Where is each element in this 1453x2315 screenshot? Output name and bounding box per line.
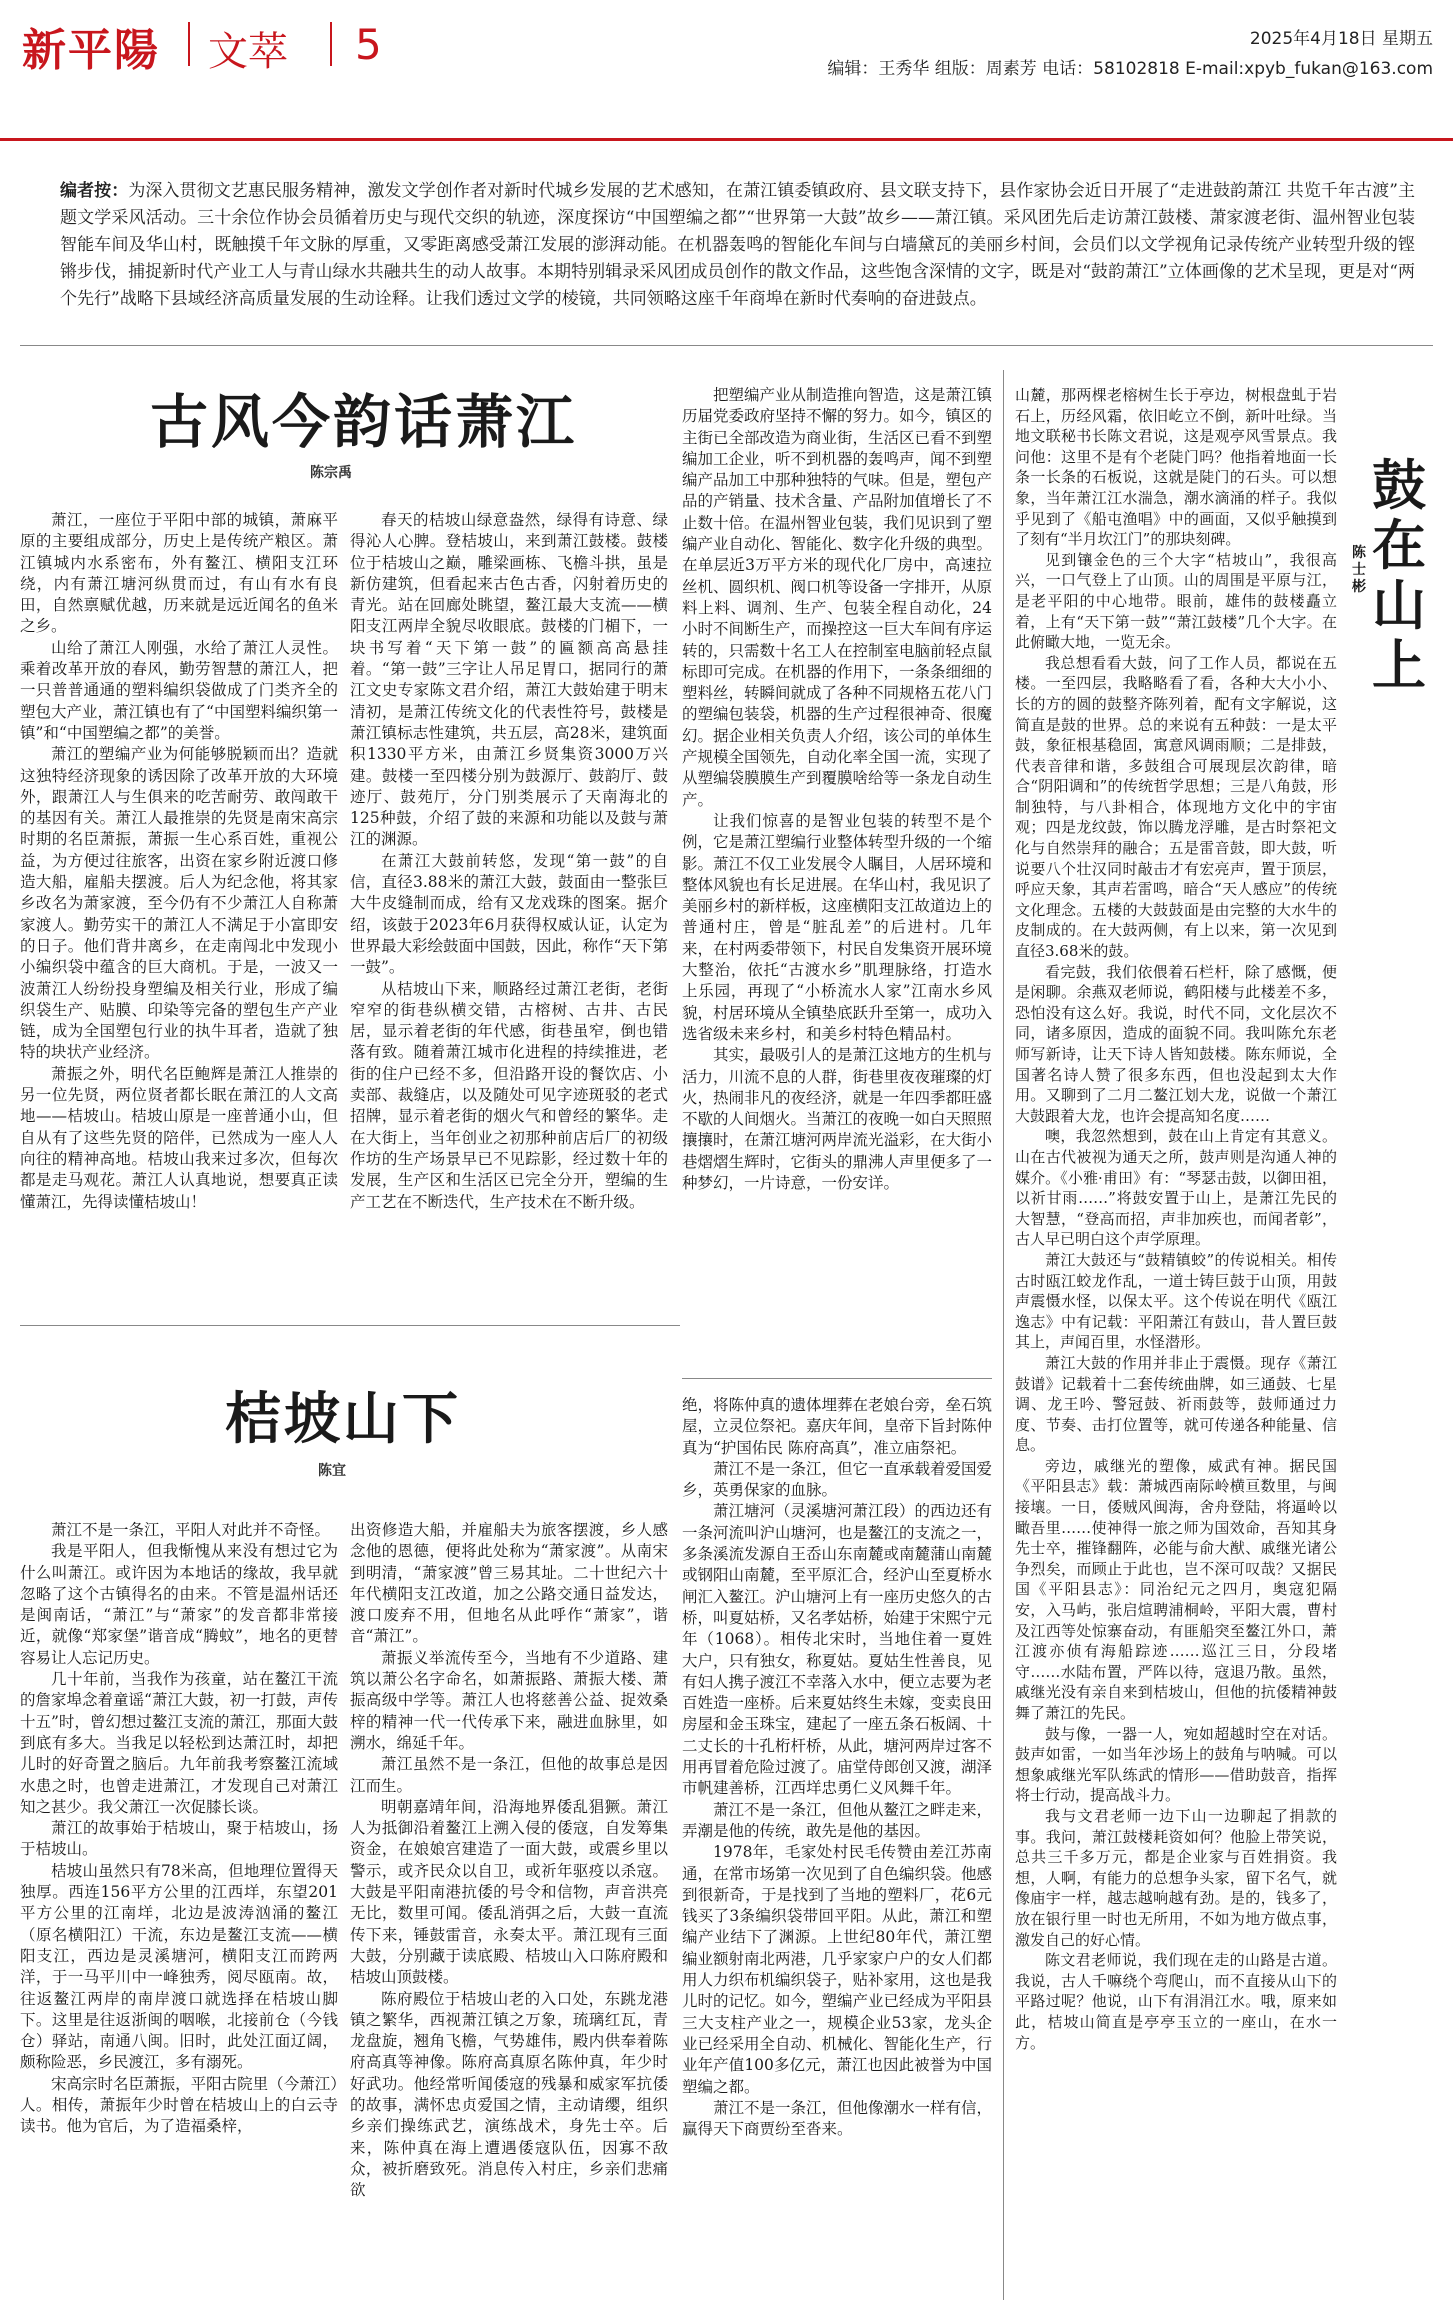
paragraph: 萧振义举流传至今，当地有不少道路、建筑以萧公名字命名，如萧振路、萧振大楼、萧振高级中学等。萧江人也将慈善公益、捉效桑梓的精神一代一代传承下来，融进血脉里，如溯水，绵延千年。 [350, 1648, 668, 1752]
masthead-rule [0, 138, 1453, 141]
paragraph: 萧江大鼓还与“鼓精镇蛟”的传说相关。相传古时瓯江蛟龙作乱，一道士铸巨鼓于山顶，用鼓声震慑水怪，以保太平。这个传说在明代《瓯江逸志》中有记载：平阳萧江有鼓山，昔人置巨鼓其上，声闻百里，水怪潜形。 [1015, 1250, 1337, 1352]
article-column [350, 510, 668, 1213]
paragraph: 看完鼓，我们依偎着石栏杆，除了感慨，便是闲聊。余燕双老师说，鹤阳楼与此楼差不多，恐怕没有这么好。我说，时代不同，文化层次不同，诸多原因，造成的面貌不同。我叫陈允东老师写新诗，让天下诗人皆知鼓楼。陈东师说，全国著名诗人赞了很多东西，但也没起到太大作用。又聊到了二月二鳌江划大龙，说做一个萧江大鼓跟着大龙，也许会提高知名度…… [1015, 962, 1337, 1125]
article-author: 陈士彬 [1352, 545, 1366, 595]
paragraph: 萧振之外，明代名臣鲍辉是萧江人推崇的另一位先贤，两位贤者都长眠在萧江的人文高地——桔坡山。桔坡山原是一座普通小山，但自从有了这些先贤的陪伴，已然成为一座人人向往的精神高地。桔坡山我来过多次，但每次都是走马观花。萧江人认真地说，想要真正读懂萧江，先得读懂桔坡山！ [20, 1064, 338, 1211]
page-number: 5 [355, 20, 382, 69]
paragraph: 1978年，毛家处村民毛传赞由差江苏南通，在常市场第一次见到了自色编织袋。他感到很新奇，于是找到了当地的塑料厂，花6元钱买了3条编织袋带回平阳。从此，萧江和塑编产业结下了渊源。上世纪80年代，萧江塑编业额射南北两港，几乎家家户户的女人们都用人力织布机编织袋子，贴补家用，这也是我儿时的记忆。如今，塑编产业已经成为平阳县三大支柱产业之一，规模企业53家，龙头企业已经采用全自动、机械化、智能化生产，行业年产值100多亿元，萧江也因此被誉为中国塑编之都。 [682, 1843, 993, 2096]
paragraph: 萧江的塑编产业为何能够脱颖而出？造就这独特经济现象的诱因除了改革开放的大环境外，跟萧江人与生俱来的吃苦耐劳、敢闯敢干的基因有关。萧江人最推崇的先贤是南宋高宗时期的名臣萧振，萧振一生心系百姓，重视公益，为方便过往旅客，出资在家乡附近渡口修造大船，雇船夫摆渡。后人为纪念他，将其家乡改名为萧家渡，至今仍有不少萧江人自称萧家渡人。勤劳实干的萧江人不满足于小富即安的日子。他们背井离乡，在走南闯北中发现小小编织袋中蕴含的巨大商机。于是，一波又一波萧江人纷纷投身塑编及相关行业，形成了编织袋生产、贴膜、印染等完备的塑包生产产业链，成为全国塑包行业的执牛耳者，造就了独特的块状产业经济。 [20, 745, 338, 1062]
paragraph: 萧江不是一条江，但他从鳌江之畔走来，弄潮是他的传统，敢先是他的基因。 [682, 1800, 993, 1840]
article-column [350, 1520, 668, 2202]
paragraph: 萧江的故事始于桔坡山，聚于桔坡山，扬于桔坡山。 [20, 1819, 338, 1859]
article-title: 桔坡山下 [225, 1386, 461, 1452]
paragraph: 几十年前，当我作为孩童，站在鳌江干流的詹家埠念着童谣“萧江大鼓，初一打鼓，声传十五”时，曾幻想过鳌江支流的萧江，那面大鼓到底有多大。当我足以轻松到达萧江时，却把儿时的好奇置之脑后。九年前我考察鳌江流域水患之时，也曾走进萧江，才发现自己对萧江知之甚少。我父萧江一次促膝长谈。 [20, 1670, 338, 1816]
article-column [682, 385, 992, 1194]
paragraph: 萧江不是一条江，但他像潮水一样有信，赢得天下商贾纷至沓来。 [682, 2098, 993, 2139]
paragraph: 萧江不是一条江，平阳人对此并不奇怪。 [51, 1521, 331, 1539]
article-column [682, 1395, 992, 2140]
paragraph: 桔坡山虽然只有78米高，但地理位置得天独厚。西连156平方公里的江西垟，东望201平方公里的江南垟，北边是波涛汹涌的鳌江（原名横阳江）干流，东边是鳌江支流——横阳支江，西边是灵溪塘河，横阳支江而跨两洋，于一马平川中一峰独秀，阅尽瓯南。故，往返鳌江两岸的南岸渡口就选择在桔坡山脚下。这里是往返浙闽的咽喉，北接前仓（今钱仓）驿站，南通八闽。旧时，此处江面辽阔，颇称险恶，乡民渡江，多有溺死。 [20, 1861, 338, 2072]
paragraph: 绝，将陈仲真的遗体埋葬在老娘台旁，垒石筑屋，立灵位祭祀。嘉庆年间，皇帝下旨封陈仲真为“护国佑民 陈府高真”，准立庙祭祀。 [682, 1396, 993, 1457]
paragraph: 我与文君老师一边下山一边聊起了捐款的事。我问，萧江鼓楼耗资如何？他脸上带笑说，总共三千多万元，都是企业家与百姓捐资。我想，人啊，有能力的总想争头家，留下名气，就像庙宇一样，越志越响越有劲。是的，钱多了，放在银行里一时也无所用，不如为地方做点事，激发自己的好心情。 [1015, 1806, 1337, 1949]
paragraph: 见到镶金色的三个大字“桔坡山”，我很高兴，一口气登上了山顶。山的周围是平原与江，是老平阳的中心地带。眼前，雄伟的鼓楼矗立着，上有“天下第一鼓”“萧江鼓楼”几个大字。在此俯瞰大地，一览无余。 [1015, 550, 1337, 652]
article-divider [20, 1325, 680, 1326]
paragraph: 萧江大鼓的作用并非止于震慑。现存《萧江鼓谱》记载着十二套传统曲牌，如三通鼓、七星调、龙王吟、警冠鼓、祈雨鼓等，鼓师通过力度、节奏、击打位置等，就可传递各种能量、信息。 [1015, 1353, 1337, 1455]
paragraph: 出资修造大船，并雇船夫为旅客摆渡，乡人感念他的恩德，便将此处称为“萧家渡”。从南宋到明清，“萧家渡”曾三易其址。二十世纪六十年代横阳支江改道，加之公路交通日益发达，渡口废弃不用，但地名从此呼作“萧家”，谐音“萧江”。 [350, 1521, 668, 1646]
issue-date: 2025年4月18日 星期五 [1249, 29, 1433, 49]
article-title: 鼓在山上 [1372, 453, 1426, 697]
article-author: 陈宜 [318, 1463, 346, 1479]
article-title: 古风今韵话萧江 [150, 388, 578, 456]
paragraph: 陈文君老师说，我们现在走的山路是古道。我说，古人千嘛绕个弯爬山，而不直接从山下的平路过呢？他说，山下有涓涓江水。哦，原来如此，桔坡山简直是亭亭玉立的一座山，在水一方。 [1015, 1951, 1337, 2052]
paragraph: 萧江，一座位于平阳中部的城镇，萧麻平原的主要组成部分，历史上是传统产粮区。萧江镇城内水系密布，外有鳌江、横阳支江环绕，内有萧江塘河纵贯而过，有山有水有良田，自然禀赋优越，历来就是远近闻名的鱼米之乡。 [20, 511, 338, 636]
paragraph: 把塑编产业从制造推向智造，这是萧江镇历届党委政府坚持不懈的努力。如今，镇区的主街已全部改造为商业街，生活区已看不到塑编加工企业，听不到机器的轰鸣声，闻不到塑编产品加工中那种独特的气味。但是，塑包产品的产销量、技术含量、产品附加值增长了不止数十倍。在温州智业包装，我们见识到了塑编产业自动化、智能化、数字化升级的典型。在单层近3万平方米的现代化厂房中，高速拉丝机、圆织机、阀口机等设备一字排开，从原料上料、调剂、生产、包装全程自动化，24小时不间断生产，而操控这一巨大车间有序运转的，只需数十名工人在控制室电脑前轻点鼠标即可完成。在机器的作用下，一条条细细的塑料丝，转瞬间就成了各种不同规格五花八门的塑编包装袋，机器的生产过程很神奇、很魔幻。据企业相关负责人介绍，该公司的单体生产规模全国领先，自动化率全国一流，实现了从塑编袋膜膜生产到覆膜啥给等一条龙自动生产。 [682, 386, 993, 809]
paragraph: 在萧江大鼓前转悠，发现“第一鼓”的自信，直径3.88米的萧江大鼓，鼓面由一整张巨大牛皮缝制而成，给有又龙戏珠的图案。据介绍，该鼓于2023年6月获得权威认证，认定为世界最大彩绘鼓面中国鼓，因此，称作“天下第一鼓”。 [350, 851, 668, 977]
newspaper-logo: 新平陽 [22, 25, 160, 76]
paragraph: 萧江不是一条江，但它一直承载着爱国爱乡，英勇保家的血脉。 [682, 1459, 993, 1500]
column-divider [1003, 370, 1004, 2300]
editor-note-text: 为深入贯彻文艺惠民服务精神，激发文学创作者对新时代城乡发展的艺术感知，在萧江镇委镇政府、县文联支持下，县作家协会近日开展了“走进鼓韵萧江 共览千年古渡”主题文学采风活动。三十余位作协会员循着历史与现代交织的轨迹，深度探访“中国塑编之都”“世界第一大鼓”故乡——萧江镇。采风团先后走访萧江鼓楼、萧家渡老街、温州智业包装智能车间及华山村，既触摸千年文脉的厚重，又零距离感受萧江发展的澎湃动能。在机器轰鸣的智能化车间与白墙黛瓦的美丽乡村间，会员们以文学视角记录传统产业转型升级的铿锵步伐，捕捉新时代产业工人与青山绿水共融共生的动人故事。本期特别辑录采风团成员创作的散文作品，这些饱含深情的文字，既是对“鼓韵萧江”立体画像的艺术呈现，更是对“两个先行”战略下县域经济高质量发展的生动诠释。让我们透过文学的棱镜，共同领略这座千年商埠在新时代奏响的奋进鼓点。 [60, 181, 1415, 309]
article-divider [682, 1378, 992, 1379]
paragraph: 宋高宗时名臣萧振，平阳古院里（今萧江）人。相传，萧振年少时曾在桔坡山上的白云寺读书。他为官后，为了造福桑梓， [20, 2074, 338, 2136]
editor-info: 编辑：王秀华 组版：周素芳 电话：58102818 E-mail:xpyb_fukan@163.com [827, 59, 1433, 79]
article-column [20, 510, 338, 1213]
paragraph: 旁边，戚继光的塑像，威武有神。据民国《平阳县志》载：萧城西南际岭横亘数里，与闽接壤。一日，倭贼风闽海，舍舟登陆，将逼岭以瞰吾里……使神得一旅之师为国效命，吾知其身先士卒，摧锋翻阵，必能与俞大猷、戚继光诸公争烈矣，而顾止于此也，岂不深可叹哉？又据民国《平阳县志》：同治纪元之四月，奥寇犯隔安，入马屿，张启煊聘浦桐岭，平阳大震，曹村及江西等处惊寨奋动，有匪船突至鳌江外口，萧江渡亦侦有海船踪迹……巡江三日，分段堵守……水陆布置，严阵以待，寇退乃散。虽然，戚继光没有亲自来到桔坡山，但他的抗倭精神鼓舞了萧江的先民。 [1015, 1456, 1337, 1722]
masthead-divider [188, 22, 190, 66]
article-column [1015, 385, 1337, 2053]
editor-note [60, 178, 1415, 313]
paragraph: 山麓，那两棵老榕树生长于亭边，树根盘虬于岩石上，历经风霜，依旧屹立不倒，新叶吐绿。当地文联秘书长陈文君说，这是观亭风雪景点。我问他：这里不是有个老陡门吗？他指着地面一长条一长条的石板说，这就是陡门的石头。可以想象，当年萧江江水湍急，潮水滴涌的样子。我似乎见到了《船屯渔唱》中的画面，又似乎触摸到了刻有“半月坎江门”的那块刻碑。 [1015, 386, 1337, 549]
paragraph: 其实，最吸引人的是萧江这地方的生机与活力，川流不息的人群，街巷里夜夜璀璨的灯火，热闹非凡的夜经济，就是一年四季都旺盛不歇的人间烟火。当萧江的夜晚一如白天照照攘攘时，在萧江塘河两岸流光溢彩，在大街小巷熠熠生辉时，它街头的鼎沸人声里便多了一种梦幻，一片诗意，一份安详。 [682, 1046, 993, 1192]
paragraph: 噢，我忽然想到，鼓在山上肯定有其意义。山在古代被视为通天之所，鼓声则是沟通人神的媒介。《小雅·甫田》有：“琴瑟击鼓，以御田祖，以祈甘雨……”将鼓安置于山上，是萧江先民的大智慧，“登高而招，声非加疾也，而闻者彰”，古人早已明白这个声学原理。 [1015, 1127, 1337, 1249]
paragraph: 萧江虽然不是一条江，但他的故事总是因江而生。 [350, 1755, 668, 1795]
section-divider [20, 345, 1433, 346]
paragraph: 从桔坡山下来，顺路经过萧江老街，老街窄窄的街巷纵横交错，古榕树、古井、古民居，显示着老街的年代感，街巷虽窄，倒也错落有致。随着萧江城市化进程的持续推进，老街的住户已经不多，但沿路开设的餐饮店、小卖部、裁缝店，以及随处可见字迹斑驳的老式招牌，显示着老街的烟火气和曾经的繁华。走在大街上，当年创业之初那种前店后厂的初级作坊的生产场景早已不见踪影，经过数十年的发展，生产区和生活区已完全分开，塑编的生产工艺在不断迭代，生产技术在不断升级。 [350, 979, 668, 1211]
paragraph: 萧江塘河（灵溪塘河萧江段）的西边还有一条河流叫沪山塘河，也是鳌江的支流之一，多条溪流发源自王岙山东南麓或南麓蒲山南麓或钢阳山南麓，至平原汇合，经沪山至夏桥水闸汇入鳌江。沪山塘河上有一座历史悠久的古桥，叫夏姑桥，又名孝姑桥，始建于宋熙宁元年（1068）。相传北宋时，当地住着一夏姓大户，只有独女，称夏姑。夏姑生性善良，见有妇人携子渡江不幸落入水中，便立志要为老百姓造一座桥。后来夏姑终生未嫁，变卖良田房屋和金玉珠宝，建起了一座五条石板阔、十二丈长的十孔桁杆桥，从此，塘河两岸过客不用再冒着危险过渡了。庙堂侍郎创又渡，湖泽市帆建善桥，江西垟忠勇仁义风舞千年。 [682, 1502, 993, 1798]
masthead-divider [330, 22, 332, 66]
editor-note-label: 编者按： [60, 181, 129, 201]
article-author: 陈宗禹 [310, 465, 352, 481]
paragraph: 春天的桔坡山绿意盎然，绿得有诗意、绿得沁人心脾。登桔坡山，来到萧江鼓楼。鼓楼位于桔坡山之巅，雕梁画栋、飞檐斗拱，虽是新仿建筑，但看起来古色古香，闪射着历史的青光。站在回廊处眺望，鳌江最大支流——横阳支江两岸全貌尽收眼底。鼓楼的门楣下，一块书写着“天下第一鼓”的匾额高高悬挂着。“第一鼓”三字让人吊足胃口，据同行的萧江文史专家陈文君介绍，萧江大鼓始建于明末清初，是萧江传统文化的代表性符号，鼓楼是萧江镇标志性建筑，共五层，高28米，建筑面积1330平方米，由萧江乡贤集资3000万兴建。鼓楼一至四楼分别为鼓源厅、鼓韵厅、鼓迹厅、鼓苑厅，分门别类展示了天南海北的125种鼓，介绍了鼓的来源和功能以及鼓与萧江的渊源。 [350, 511, 668, 849]
paragraph: 我总想看看大鼓，问了工作人员，都说在五楼。一至四层，我略略看了看，各种大大小小、长的方的圆的鼓整齐陈列着，配有文字解说，这简直是鼓的世界。总的来说有五种鼓：一是太平鼓，象征根基稳固，寓意风调雨顺；二是排鼓，代表音律和谐，多鼓组合可展现层次韵律，暗合“阴阳调和”的传统哲学思想；三是八角鼓，形制独特，与八卦相合，体现地方文化中的宇宙观；四是龙纹鼓，饰以腾龙浮雕，是古时祭祀文化与自然崇拜的融合；五是雷音鼓，即大鼓，听说要八个壮汉同时敲击才有宏亮声，置于顶层，呼应天象，其声若雷鸣，暗合“天人感应”的传统文化理念。五楼的大鼓鼓面是由完整的大水牛的皮制成的。在大鼓两侧，有上以来，第一次见到直径3.68米的鼓。 [1015, 653, 1337, 961]
paragraph: 让我们惊喜的是智业包装的转型不是个例，它是萧江塑编行业整体转型升级的一个缩影。萧江不仅工业发展令人瞩目，人居环境和整体风貌也有长足进展。在华山村，我见识了美丽乡村的新样板，这座横阳支江故道边上的普通村庄，曾是“脏乱差”的后进村。几年来，在村两委带领下，村民自发集资开展环境大整治，依托“古渡水乡”肌理脉络，打造水上乐园，再现了“小桥流水人家”江南水乡风貌，村居环境从全镇垫底跃升至第一，成功入选省级未来乡村，和美乡村特色精品村。 [682, 811, 993, 1043]
section-name: 文萃 [208, 29, 288, 75]
article-column [20, 1520, 338, 2138]
paragraph: 山给了萧江人刚强，水给了萧江人灵性。乘着改革开放的春风，勤劳智慧的萧江人，把一只普普通通的塑料编织袋做成了门类齐全的塑包大产业，萧江镇也有了“中国塑料编织第一镇”和“中国塑编之都”的美誉。 [20, 638, 338, 742]
paragraph: 陈府殿位于桔坡山老的入口处，东跳龙港镇之繁华，西视萧江镇之万象，琉璃红瓦，青龙盘旋，翘角飞檐，气势雄伟，殿内供奉着陈府高真等神像。陈府高真原名陈仲真，年少时好武功。他经常听闻倭寇的残暴和威家军抗倭的故事，满怀忠贞爱国之情，主动请缨，组织乡亲们操练武艺，演练战术，身先士卒。后来，陈仲真在海上遭遇倭寇队伍，因寡不敌众，被折磨致死。消息传入村庄，乡亲们悲痛欲 [350, 1989, 668, 2200]
paragraph: 明朝嘉靖年间，沿海地界倭乱猖獗。萧江人为抵御沿着鳌江上溯入侵的倭寇，自发筹集资金，在娘娘宫建造了一面大鼓，或震乡里以警示，或齐民众以自卫，或祈年驱疫以杀寇。大鼓是平阳南港抗倭的号令和信物，声音洪亮无比，数里可闻。倭乱消弭之后，大鼓一直流传下来，锤鼓雷音，永奏太平。萧江现有三面大鼓，分别藏于读底殿、桔坡山入口陈府殿和桔坡山顶鼓楼。 [350, 1797, 668, 1987]
paragraph: 我是平阳人，但我惭愧从来没有想过它为什么叫萧江。或许因为本地话的缘故，我早就忽略了这个古镇得名的由来。不管是温州话还是闽南话，“萧江”与“萧家”的发音都非常接近，就像“郑家堡”谐音成“腾蚊”，地名的更替容易让人忘记历史。 [20, 1542, 338, 1667]
paragraph: 鼓与像，一器一人，宛如超越时空在对话。鼓声如雷，一如当年沙场上的鼓角与呐喊。可以想象戚继光军队练武的情形——借助鼓音，指挥将士行动，提高战斗力。 [1015, 1724, 1337, 1805]
